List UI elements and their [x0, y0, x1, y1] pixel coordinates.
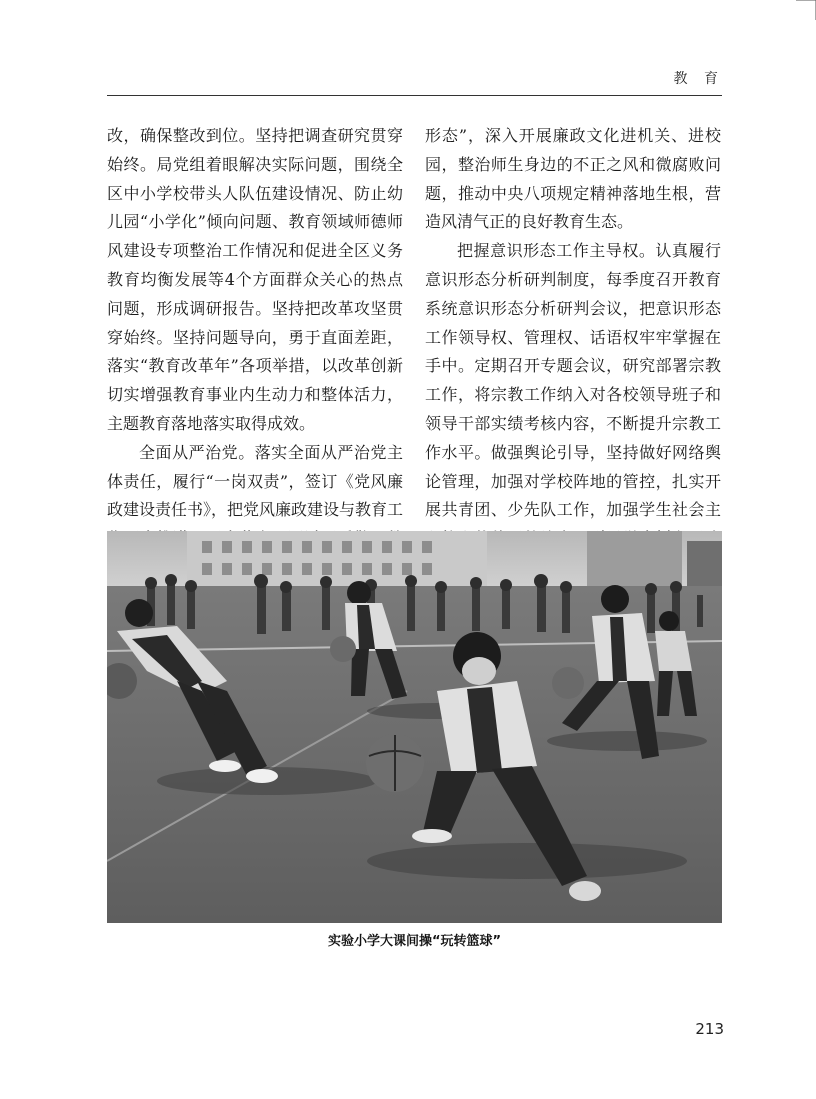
section-label: 教 育 [673, 71, 724, 87]
right-text-column [425, 122, 721, 583]
paragraph: 改，确保整改到位。坚持把调查研究贯穿始终。局党组着眼解决实际问题，围绕全区中小学校带头人队伍建设情况、防止幼儿园“小学化”倾向问题、教育领域师德师风建设专项整治工作情况和促进全区义务教育均衡发展等4个方面群众关心的热点问题，形成调研报告。坚持把改革攻坚贯穿始终。坚持问题导向，勇于直面差距，落实“教育改革年”各项举措，以改革创新切实增强教育事业内生动力和整体活力，主题教育落地落实取得成效。 [107, 126, 403, 433]
paragraph: 形态”，深入开展廉政文化进机关、进校园，整治师生身边的不正之风和微腐败问题，推动中央八项规定精神落地生根，营造风清气正的良好教育生态。 [425, 126, 721, 232]
paragraph: 全面从严治党。落实全面从严治党主体责任，履行“一岗双责”，签订《党风廉政建设责任书》，把党风廉政建设与教育工 [107, 442, 404, 520]
photo-caption: 实验小学大课间操“玩转篮球” [327, 934, 502, 949]
paragraph: 把握意识形态工作主导权。认真履行意识形态分析研判制度，每季度召开教育系统意识形态分析研判会议，把意识形态工作领导权、管理权、话语权牢牢掌握在手中。定期召开专题会议，研究部署宗教工作，将宗教工作纳入对各校领导班子和领导干部实绩考核内容，不断提升宗教工作水平。做强舆论引导，坚持做好网络舆论管理，加强对学校阵地的管控，扎实开展共青团、少先队工作，加强学生社会主 [425, 241, 721, 520]
basketball-exercise-photo [107, 531, 722, 923]
header-rule [107, 95, 722, 96]
page-number: 213 [695, 1020, 724, 1038]
page-corner-fold-icon [796, 0, 816, 20]
